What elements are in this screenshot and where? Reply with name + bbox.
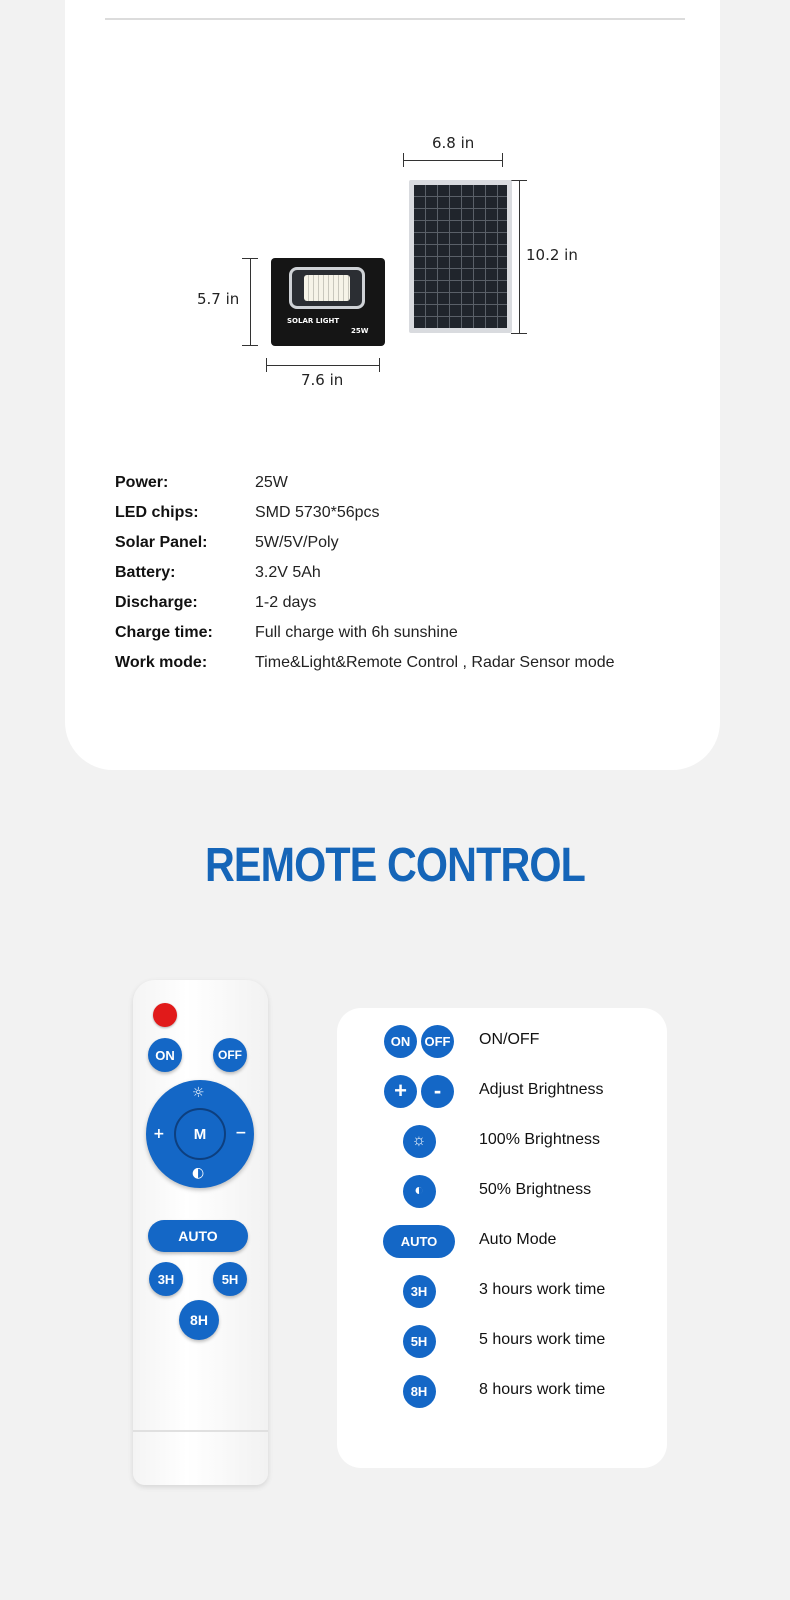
spec-key: Power:	[115, 474, 169, 491]
on-icon: ON	[384, 1025, 417, 1058]
led-window	[289, 267, 365, 309]
fixture-label: SOLAR LIGHT	[287, 317, 340, 325]
spec-row	[115, 594, 715, 618]
led-chips	[304, 275, 350, 301]
dimension-tick	[379, 358, 380, 372]
dimension-tick	[242, 345, 258, 346]
auto-icon: AUTO	[383, 1225, 455, 1258]
dimension-tick	[502, 153, 503, 167]
remote-8h-button: 8H	[179, 1300, 219, 1340]
dimension-line	[403, 160, 503, 161]
dimension-tick	[511, 180, 527, 181]
remote-auto-button: AUTO	[148, 1220, 248, 1252]
spec-row	[115, 654, 715, 678]
spec-row	[115, 624, 715, 648]
remote-minus: −	[235, 1125, 247, 1141]
dimension-tick	[511, 333, 527, 334]
5h-icon: 5H	[403, 1325, 436, 1358]
fixture-height-label: 5.7 in	[197, 290, 240, 308]
remote-control-image	[133, 980, 268, 1485]
off-icon: OFF	[421, 1025, 454, 1058]
legend-text: Adjust Brightness	[479, 1081, 604, 1098]
spec-value: SMD 5730*56pcs	[255, 504, 380, 521]
fixture-watt: 25W	[351, 327, 369, 335]
legend-row	[337, 1323, 667, 1363]
spec-key: Discharge:	[115, 594, 198, 611]
remote-off-button: OFF	[213, 1038, 247, 1072]
panel-height-label: 10.2 in	[526, 246, 578, 264]
power-indicator	[153, 1003, 177, 1027]
legend-icons	[382, 1073, 456, 1109]
spec-row	[115, 474, 715, 498]
spec-key: Solar Panel:	[115, 534, 208, 551]
legend-row	[337, 1023, 667, 1063]
plus-icon: +	[384, 1075, 417, 1108]
spec-key: Work mode:	[115, 654, 208, 671]
legend-row	[337, 1373, 667, 1413]
spec-value: Time&Light&Remote Control , Radar Sensor mode	[255, 654, 615, 671]
8h-icon: 8H	[403, 1375, 436, 1408]
remote-mode-button: M	[174, 1108, 226, 1160]
legend-icons	[382, 1173, 456, 1209]
spec-row	[115, 504, 715, 528]
legend-row	[337, 1073, 667, 1113]
minus-icon: -	[421, 1075, 454, 1108]
sun-half-icon: ◐	[403, 1175, 436, 1208]
floodlight-image	[271, 258, 385, 346]
legend-text: 8 hours work time	[479, 1381, 606, 1398]
legend-row	[337, 1273, 667, 1313]
spec-row	[115, 564, 715, 588]
remote-plus: +	[153, 1126, 165, 1142]
legend-icons	[382, 1273, 456, 1309]
dimension-tick	[266, 358, 267, 372]
spec-row	[115, 534, 715, 558]
solar-cells	[414, 185, 507, 328]
panel-width-label: 6.8 in	[432, 134, 475, 152]
legend-row	[337, 1223, 667, 1263]
solar-panel-image	[409, 180, 512, 333]
spec-value: Full charge with 6h sunshine	[255, 624, 458, 641]
legend-text: ON/OFF	[479, 1031, 540, 1048]
spec-card	[65, 0, 720, 770]
legend-icons	[382, 1373, 456, 1409]
remote-3h-button: 3H	[149, 1262, 183, 1296]
legend-row	[337, 1123, 667, 1163]
spec-key: Charge time:	[115, 624, 213, 641]
spec-value: 3.2V 5Ah	[255, 564, 321, 581]
legend-text: Auto Mode	[479, 1231, 557, 1248]
divider	[105, 18, 685, 20]
spec-value: 1-2 days	[255, 594, 317, 611]
sun-half-icon: ◐	[192, 1165, 205, 1181]
sun-full-icon: ☼	[192, 1085, 205, 1101]
dimension-line	[250, 258, 251, 346]
dimension-line	[519, 180, 520, 333]
dimension-tick	[242, 258, 258, 259]
sun-full-icon: ☼	[403, 1125, 436, 1158]
dimension-tick	[403, 153, 404, 167]
remote-5h-button: 5H	[213, 1262, 247, 1296]
legend-card	[337, 1008, 667, 1468]
3h-icon: 3H	[403, 1275, 436, 1308]
spec-key: Battery:	[115, 564, 176, 581]
spec-value: 25W	[255, 474, 288, 491]
legend-icons	[382, 1323, 456, 1359]
legend-row	[337, 1173, 667, 1213]
remote-on-button: ON	[148, 1038, 182, 1072]
spec-value: 5W/5V/Poly	[255, 534, 339, 551]
dimension-line	[266, 365, 380, 366]
fixture-width-label: 7.6 in	[301, 371, 344, 389]
legend-icons	[382, 1023, 456, 1059]
remote-seam	[133, 1430, 268, 1432]
spec-key: LED chips:	[115, 504, 199, 521]
legend-text: 100% Brightness	[479, 1131, 600, 1148]
remote-dpad	[146, 1080, 254, 1188]
legend-icons	[382, 1223, 456, 1259]
legend-text: 50% Brightness	[479, 1181, 592, 1198]
legend-text: 5 hours work time	[479, 1331, 606, 1348]
legend-icons	[382, 1123, 456, 1159]
section-title: REMOTE CONTROL	[204, 839, 586, 892]
legend-text: 3 hours work time	[479, 1281, 606, 1298]
